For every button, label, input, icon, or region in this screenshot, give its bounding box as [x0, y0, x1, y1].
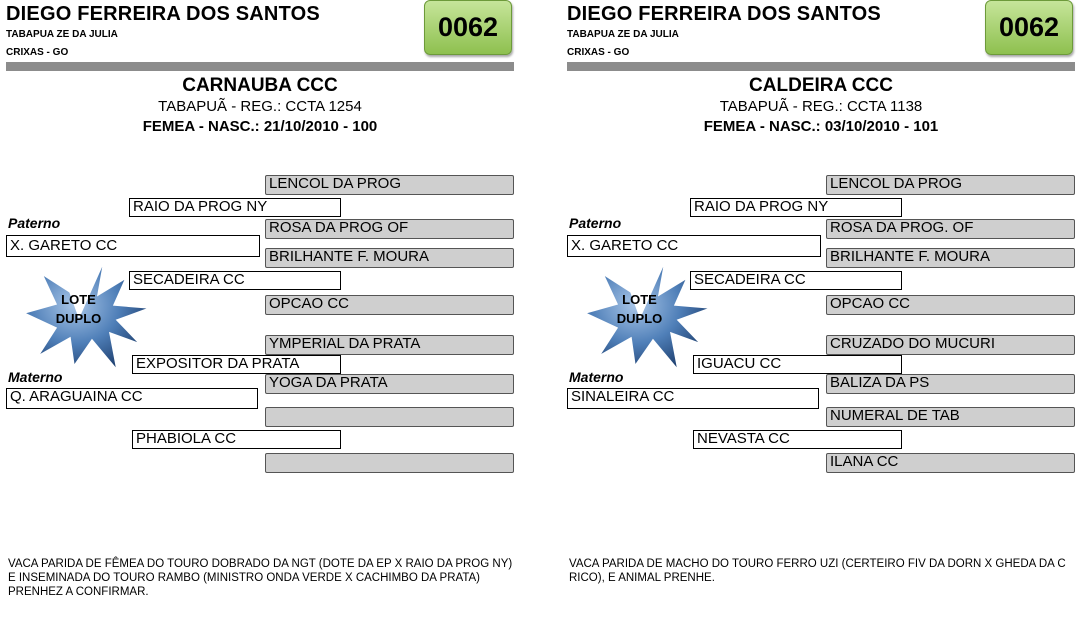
- great-grandparent-1: LENCOL DA PROG: [265, 175, 514, 195]
- mother-field: Q. ARAGUAINA CC: [6, 388, 258, 409]
- animal-name: CALDEIRA CCC: [749, 75, 893, 96]
- animal-name: CARNAUBA CCC: [182, 75, 338, 96]
- maternal-grandfather: EXPOSITOR DA PRATA: [132, 355, 341, 374]
- great-grandparent-3: BRILHANTE F. MOURA: [826, 248, 1075, 268]
- great-grandparent-3: BRILHANTE F. MOURA: [265, 248, 514, 268]
- paternal-grandmother: SECADEIRA CC: [129, 271, 341, 290]
- maternal-grandfather: IGUACU CC: [693, 355, 902, 374]
- great-grandparent-5: CRUZADO DO MUCURI: [826, 335, 1075, 355]
- great-grandparent-8: [265, 453, 514, 473]
- city-name: CRIXAS - GO: [6, 47, 69, 58]
- great-grandparent-2: ROSA DA PROG. OF: [826, 219, 1075, 239]
- paternal-grandmother: SECADEIRA CC: [690, 271, 902, 290]
- great-grandparent-1: LENCOL DA PROG: [826, 175, 1075, 195]
- great-grandparent-6: YOGA DA PRATA: [265, 374, 514, 394]
- great-grandparent-4: OPCAO CC: [826, 295, 1075, 315]
- sex-birth-info: FEMEA - NASC.: 03/10/2010 - 101: [703, 118, 939, 135]
- breed-registration: TABAPUÃ - REG.: CCTA 1138: [719, 98, 923, 115]
- paternal-grandfather: RAIO DA PROG NY: [129, 198, 341, 217]
- great-grandparent-8: ILANA CC: [826, 453, 1075, 473]
- great-grandparent-2: ROSA DA PROG OF: [265, 219, 514, 239]
- lote-duplo-text: LOTE DUPLO: [616, 292, 663, 326]
- father-field: X. GARETO CC: [567, 235, 821, 257]
- great-grandparent-5: YMPERIAL DA PRATA: [265, 335, 514, 355]
- owner-name: DIEGO FERREIRA DOS SANTOS: [6, 3, 320, 25]
- great-grandparent-6: BALIZA DA PS: [826, 374, 1075, 394]
- notes-text: VACA PARIDA DE MACHO DO TOURO FERRO UZI (CERTEIRO FIV DA DORN X GHEDA DA C RICO), E ANIMAL PRENHE.: [569, 558, 1066, 584]
- breed-registration: TABAPUÃ - REG.: CCTA 1254: [158, 98, 362, 115]
- lote-duplo-star-badge: [22, 258, 152, 376]
- maternal-grandmother: NEVASTA CC: [693, 430, 902, 449]
- catalog-card-right: [561, 0, 1081, 620]
- lote-duplo-text: LOTE DUPLO: [55, 292, 102, 326]
- great-grandparent-7: [265, 407, 514, 427]
- lot-number-badge: 0062: [985, 0, 1073, 55]
- header-divider: [567, 62, 1075, 71]
- great-grandparent-7: NUMERAL DE TAB: [826, 407, 1075, 427]
- mother-field: SINALEIRA CC: [567, 388, 819, 409]
- header-divider: [6, 62, 514, 71]
- materno-label: Materno: [8, 369, 63, 385]
- great-grandparent-4: OPCAO CC: [265, 295, 514, 315]
- paternal-grandfather: RAIO DA PROG NY: [690, 198, 902, 217]
- lot-number-badge: 0062: [424, 0, 512, 55]
- paterno-label: Paterno: [8, 215, 61, 231]
- farm-name: TABAPUA ZE DA JULIA: [6, 29, 118, 40]
- sex-birth-info: FEMEA - NASC.: 21/10/2010 - 100: [142, 118, 378, 135]
- lote-duplo-star-badge: [583, 258, 713, 376]
- city-name: CRIXAS - GO: [567, 47, 630, 58]
- farm-name: TABAPUA ZE DA JULIA: [567, 29, 679, 40]
- owner-name: DIEGO FERREIRA DOS SANTOS: [567, 3, 881, 25]
- catalog-card-left: [0, 0, 520, 620]
- maternal-grandmother: PHABIOLA CC: [132, 430, 341, 449]
- paterno-label: Paterno: [569, 215, 622, 231]
- notes-text: VACA PARIDA DE FÊMEA DO TOURO DOBRADO DA NGT (DOTE DA EP X RAIO DA PROG NY) E INSEMINADA DO TOURO RAMBO (MINISTRO ONDA VERDE X CACHIMBO DA PRATA) PRENHEZ A CONFIRMAR.: [8, 558, 513, 598]
- father-field: X. GARETO CC: [6, 235, 260, 257]
- materno-label: Materno: [569, 369, 624, 385]
